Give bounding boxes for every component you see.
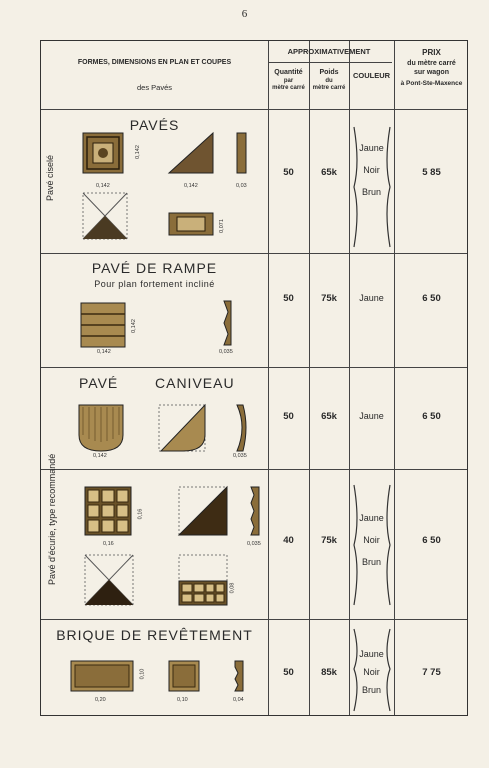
row2-dim-b: 0,142	[130, 319, 137, 333]
facing-brick-half-view	[169, 661, 203, 695]
row3-title-right: CANIVEAU	[155, 375, 235, 391]
chiseled-paver-top-view	[83, 133, 131, 183]
row1-color-3: Brun	[361, 187, 381, 197]
row5-dim-b: 0,10	[139, 668, 146, 680]
half-paver-top-view	[169, 213, 217, 239]
header-qty-l2: par	[283, 77, 294, 84]
row4-side-label: Pavé d'écurie, type recommandé	[47, 453, 57, 585]
paver-section-view	[237, 133, 247, 175]
row-divider	[41, 469, 467, 470]
header-approx: APPROXIMATIVEMENT	[287, 47, 371, 56]
row2-quantity: 50	[283, 293, 294, 304]
row1-dim-b: 0,142	[134, 145, 141, 159]
header-qty-l1: Quantité	[274, 69, 303, 76]
row2-dim-c: 0,035	[219, 349, 233, 355]
stable-paver-triangle-view	[179, 487, 229, 537]
row1-side-label: Pavé ciselé	[45, 154, 55, 201]
row5-quantity: 50	[283, 667, 294, 678]
row4-dim-a: 0,16	[103, 541, 114, 547]
row5-dim-d: 0,04	[233, 697, 244, 703]
row1-price: 5 85	[422, 167, 441, 178]
row4-color-3: Brun	[361, 557, 381, 567]
header-forms-line2: des Pavés	[136, 83, 173, 92]
triangle-paver-top-view	[169, 133, 217, 175]
row1-quantity: 50	[283, 167, 294, 178]
row5-price: 7 75	[422, 667, 441, 678]
header-price-l2: du mètre carré	[407, 60, 456, 67]
gutter-paver-section-view	[235, 405, 249, 453]
row3-weight: 65k	[321, 411, 337, 422]
row3-color-1: Jaune	[359, 411, 384, 421]
header-weight-l1: Poids	[319, 69, 339, 76]
row-divider	[41, 253, 467, 254]
row1-dim-e: 0,071	[218, 219, 225, 233]
row1-color-1: Jaune	[359, 143, 384, 153]
row-divider	[41, 367, 467, 368]
row5-color-1: Jaune	[359, 649, 384, 659]
header-forms-line1: FORMES, DIMENSIONS EN PLAN ET COUPES	[77, 59, 232, 66]
row-divider	[41, 619, 467, 620]
row4-price: 6 50	[422, 535, 441, 546]
stable-paver-half-triangle-view	[85, 555, 135, 607]
gutter-paver-front-view	[79, 405, 125, 453]
row2-title: PAVÉ DE RAMPE	[91, 260, 218, 276]
col-divider	[268, 41, 269, 715]
row1-color-2: Noir	[363, 165, 380, 175]
row3-dim-b: 0,035	[233, 453, 247, 459]
page-number: 6	[241, 8, 248, 20]
row4-color-1: Jaune	[359, 513, 384, 523]
header-weight-l3: mètre carré	[312, 85, 346, 92]
row2-weight: 75k	[321, 293, 337, 304]
header-price	[394, 48, 469, 88]
header-price-l4: à Pont-Ste-Maxence	[400, 79, 463, 87]
row1-weight: 65k	[321, 167, 337, 178]
header-quantity	[268, 69, 309, 93]
header-price-l3: sur wagon	[413, 68, 449, 76]
row4-quantity: 40	[283, 535, 294, 546]
row5-color-3: Brun	[361, 685, 381, 695]
row5-title: BRIQUE DE REVÊTEMENT	[56, 627, 253, 643]
header-divider	[268, 62, 392, 63]
row1-dim-a: 0,142	[96, 183, 110, 189]
row-divider	[41, 109, 467, 110]
header-price-l1: PRIX	[422, 48, 441, 57]
header-weight-l2: du	[325, 77, 333, 84]
row2-price: 6 50	[422, 293, 441, 304]
row4-color-brace	[350, 481, 394, 609]
row4-dim-d: 0,08	[229, 582, 236, 594]
stable-paver-half-view	[179, 555, 231, 607]
row2-subtitle: Pour plan fortement incliné	[94, 279, 215, 289]
facing-brick-top-view	[71, 661, 137, 695]
row5-color-2: Noir	[363, 667, 380, 677]
row3-quantity: 50	[283, 411, 294, 422]
row2-color-1: Jaune	[359, 293, 384, 303]
row1-title: PAVÉS	[129, 117, 180, 133]
ramp-paver-top-view	[81, 303, 127, 353]
row3-title-left: PAVÉ	[79, 375, 119, 391]
facing-brick-section-view	[233, 661, 247, 695]
row3-dim-a: 0,142	[93, 453, 107, 459]
header-weight	[309, 69, 349, 93]
row3-price: 6 50	[422, 411, 441, 422]
gutter-paver-half-view	[159, 405, 209, 453]
row1-dim-c: 0,142	[184, 183, 198, 189]
row2-dim-a: 0,142	[97, 349, 111, 355]
ramp-paver-section-view	[221, 301, 235, 347]
row5-dim-a: 0,20	[95, 697, 106, 703]
row5-weight: 85k	[321, 667, 337, 678]
triangle-half-paver-view	[83, 193, 129, 241]
header-qty-l3: mètre carré	[272, 85, 305, 92]
stable-paver-top-view	[85, 487, 133, 537]
price-table	[40, 40, 468, 716]
stable-paver-section-view	[249, 487, 263, 537]
row4-weight: 75k	[321, 535, 337, 546]
row5-dim-c: 0,10	[177, 697, 188, 703]
row1-dim-d: 0,03	[236, 183, 247, 189]
col-divider	[309, 41, 310, 715]
row4-dim-b: 0,16	[137, 508, 144, 520]
row4-dim-c: 0,035	[247, 541, 261, 547]
col-divider	[394, 41, 395, 715]
header-color: COULEUR	[352, 71, 391, 80]
row4-color-2: Noir	[363, 535, 380, 545]
